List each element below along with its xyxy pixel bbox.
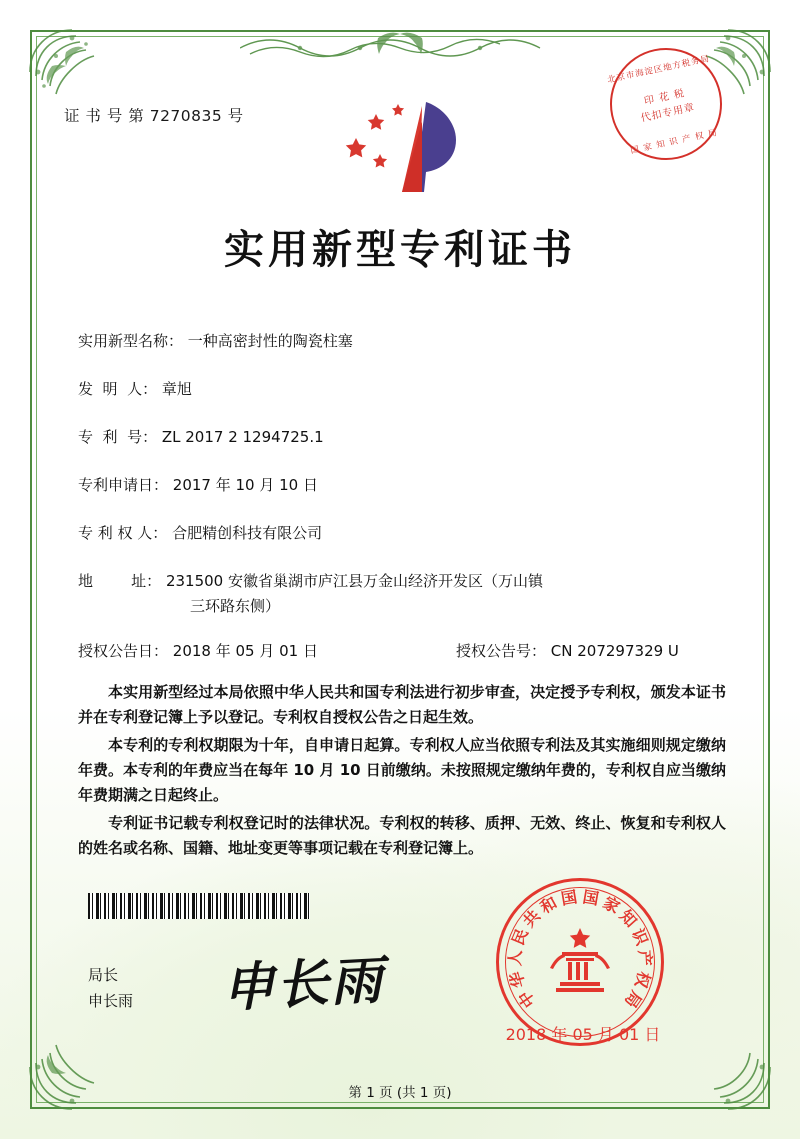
- seal-arc-char: 产: [634, 949, 655, 967]
- director-title-label: 局长: [88, 966, 119, 984]
- field-value: 231500 安徽省巢湖市庐江县万金山经济开发区（万山镇: [165, 572, 543, 590]
- seal-arc-char: 民: [508, 925, 532, 948]
- seal-arc-char: 和: [537, 892, 561, 918]
- national-emblem-icon: [542, 924, 618, 1000]
- seal-arc-char: 识: [628, 925, 652, 948]
- signature-block: [88, 962, 133, 1014]
- field-label: 发 明 人：: [78, 380, 158, 398]
- field-label: 专 利 号：: [78, 428, 158, 446]
- field-row-grant: [78, 640, 728, 664]
- seal-arc-char: 人: [505, 949, 526, 967]
- page-title: 实用新型专利证书: [224, 227, 576, 273]
- field-row-application-date: [78, 474, 728, 498]
- field-row-inventor: [78, 378, 728, 402]
- field-row-address: [78, 570, 728, 616]
- paragraph: 本实用新型经过本局依照中华人民共和国专利法进行初步审查，决定授予专利权，颁发本证书并在专利登记簿上予以登记。专利权自授权公告之日起生效。: [78, 683, 726, 726]
- seal-date: 2018 年 05 月 01 日: [505, 1025, 661, 1044]
- field-row-patent-number: [78, 426, 728, 450]
- field-row-patentee: [78, 522, 728, 546]
- grant-date-label: 授权公告日：: [78, 642, 169, 660]
- field-list: [78, 330, 728, 688]
- seal-arc-char: 国: [581, 887, 601, 909]
- field-value: 合肥精创科技有限公司: [172, 524, 323, 542]
- patent-office-logo-icon: [340, 92, 470, 202]
- field-value: 章旭: [161, 380, 192, 398]
- field-label: 专利申请日：: [78, 476, 169, 494]
- seal-arc-char: 国: [559, 887, 579, 909]
- barcode: [88, 893, 310, 919]
- grant-date-value: 2018 年 05 月 01 日: [172, 642, 318, 660]
- director-name-label: 申长雨: [88, 992, 134, 1010]
- top-vine-ornament-icon: [240, 28, 560, 68]
- seal-arc-char: 知: [615, 906, 641, 931]
- tax-stamp-line-2: 印 花 税: [643, 87, 687, 108]
- seal-arc-char: 共: [519, 906, 545, 931]
- tax-stamp: [606, 48, 722, 160]
- handwritten-signature: 申长雨: [220, 949, 386, 1020]
- field-value: 2017 年 10 月 10 日: [172, 476, 318, 494]
- legal-text-block: [78, 680, 726, 864]
- field-value-continued: 三环路东侧）: [190, 597, 281, 615]
- tax-stamp-line-3: 代扣专用章: [639, 102, 697, 125]
- grant-number-label: 授权公告号：: [456, 642, 547, 660]
- grant-number-value: CN 207297329 U: [550, 642, 679, 660]
- seal-arc-char: 权: [631, 969, 654, 990]
- seal-arc-char: 中: [514, 987, 540, 1012]
- field-label: 专 利 权 人：: [78, 524, 168, 542]
- tax-stamp-line-4: 国 家 知 识 产 权 局: [629, 128, 719, 157]
- field-label: 地 址：: [78, 572, 162, 590]
- national-seal: [496, 878, 664, 1046]
- paragraph: 专利证书记载专利权登记时的法律状况。专利权的转移、质押、无效、终止、恢复和专利权人的姓名或名称、国籍、地址变更等事项记载在专利登记簿上。: [78, 814, 726, 857]
- field-row-name: [78, 330, 728, 354]
- field-label: 实用新型名称：: [78, 332, 184, 350]
- field-value: 一种高密封性的陶瓷柱塞: [187, 332, 353, 350]
- seal-arc-char: 家: [599, 892, 623, 918]
- seal-arc-char: 华: [506, 969, 529, 990]
- seal-arc-char: 局: [620, 987, 646, 1012]
- page-footer: 第 1 页 (共 1 页): [348, 1085, 452, 1101]
- paragraph: 本专利的专利权期限为十年，自申请日起算。专利权人应当依照专利法及其实施细则规定缴纳年费。本专利的年费应当在每年 10 月 10 日前缴纳。未按照规定缴纳年费的，专利权自应当缴纳年费期满之日起终止。: [78, 736, 726, 804]
- certificate-number: 证 书 号 第 7270835 号: [64, 107, 244, 125]
- tax-stamp-line-1: 北京市海淀区地方税务局: [606, 54, 711, 86]
- field-value: ZL 2017 2 1294725.1: [161, 428, 324, 446]
